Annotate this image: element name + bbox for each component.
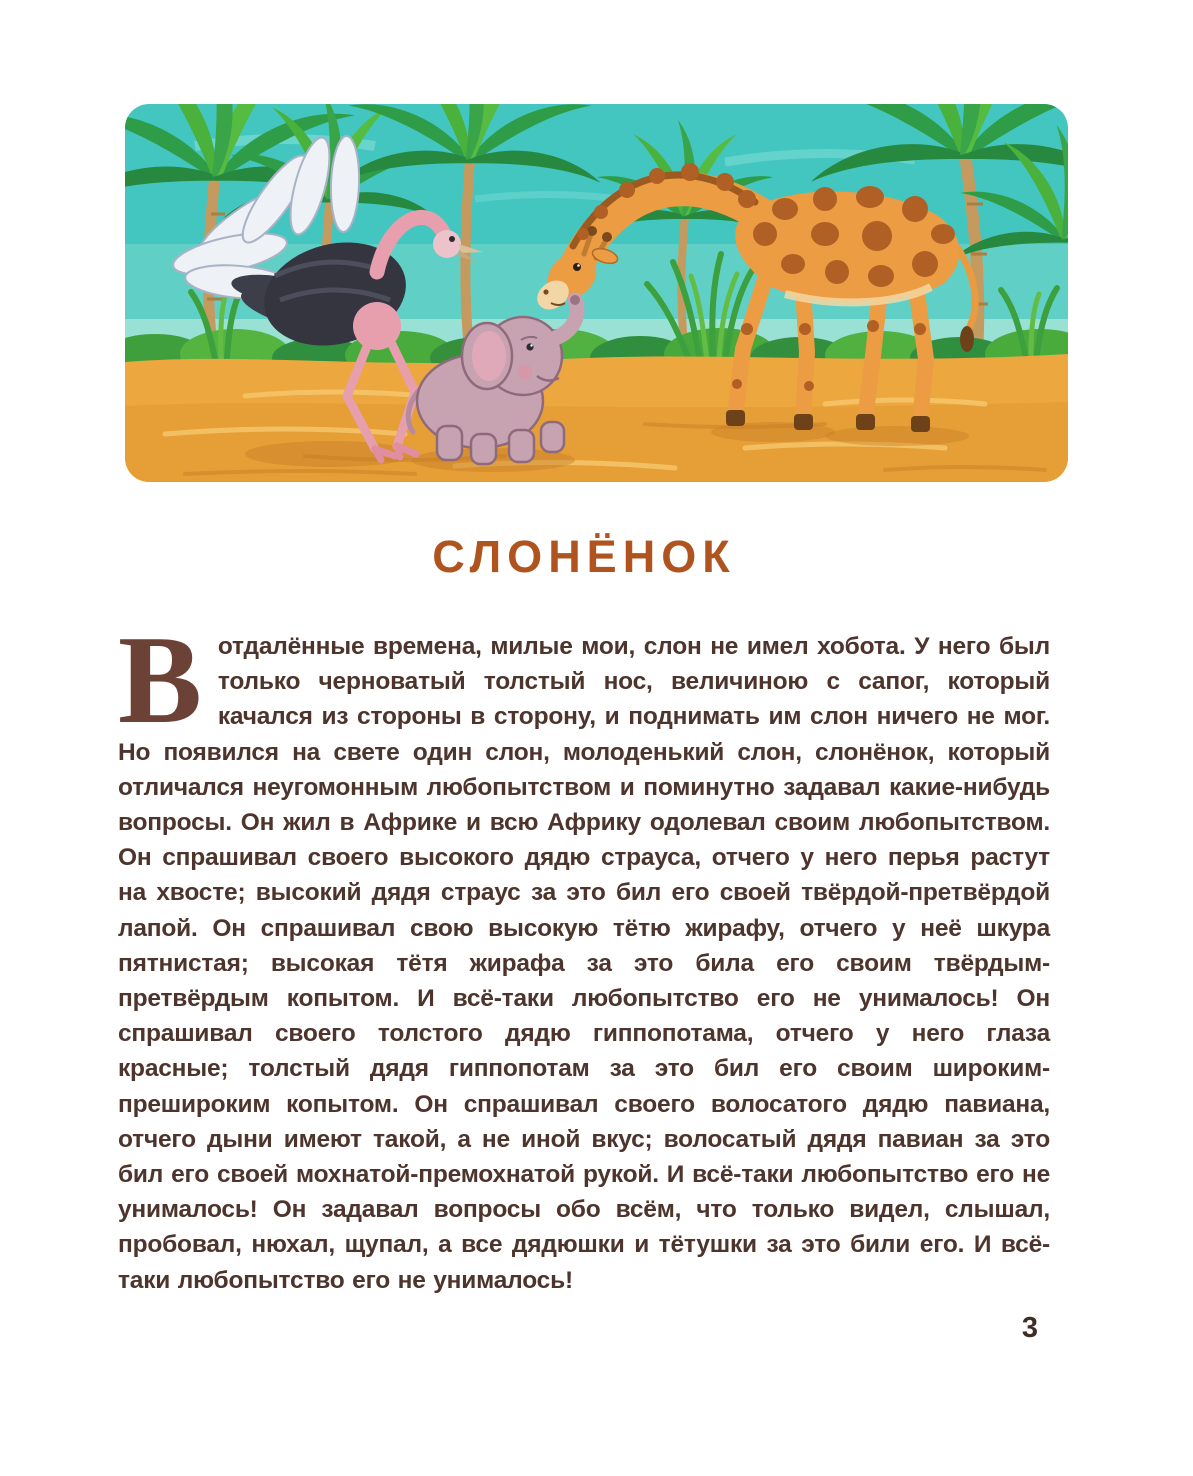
- story-paragraph: отдалённые времена, милые мои, слон не имел хобота. У него был только черноватый толстый нос, величиною с сапог, который качался из стороны в сторону, и поднимать им слон ничего не мог. Но появился на свете один слон, молоденький слон, слонёнок, который отличался неугомонным любопытством и поминутно задавал какие-нибудь вопросы. Он жил в Африке и всю Африку одолевал своим любопытством. Он спрашивал своего высокого дядю страуса, отчего у него перья растут на хвосте; высокий дядя страус за это бил его своей твёрдой-претвёрдой лапой. Он спрашивал свою высокую тётю жирафу, отчего у неё шкура пятнистая; высокая тётя жирафа за это била его своим твёрдым-претвёрдым копытом. И всё-таки любопытство его не унималось! Он спрашивал своего толстого дядю гиппопотама, отчего у него глаза красные; толстый дядя гиппопотам за это бил его своим широким-прешироким копытом. Он спрашивал своего волосатого дядю павиана, отчего дыни имеют такой, а не иной вкус; волосатый дядя павиан за это бил его своей мохнатой-премохнатой рукой. И всё-таки любопытство его не унималось! Он задавал вопросы обо всём, что только видел, слышал, пробовал, нюхал, щупал, а все дядюшки и тётушки за это били его. И всё-таки любопытство его не унималось!: [118, 633, 1050, 1294]
- page-number: 3: [1021, 1312, 1038, 1344]
- story-illustration: [125, 104, 1068, 482]
- story-text: [118, 611, 1050, 1298]
- dropcap-letter: В: [118, 611, 202, 750]
- story-title: СЛОНЁНОК: [432, 531, 736, 582]
